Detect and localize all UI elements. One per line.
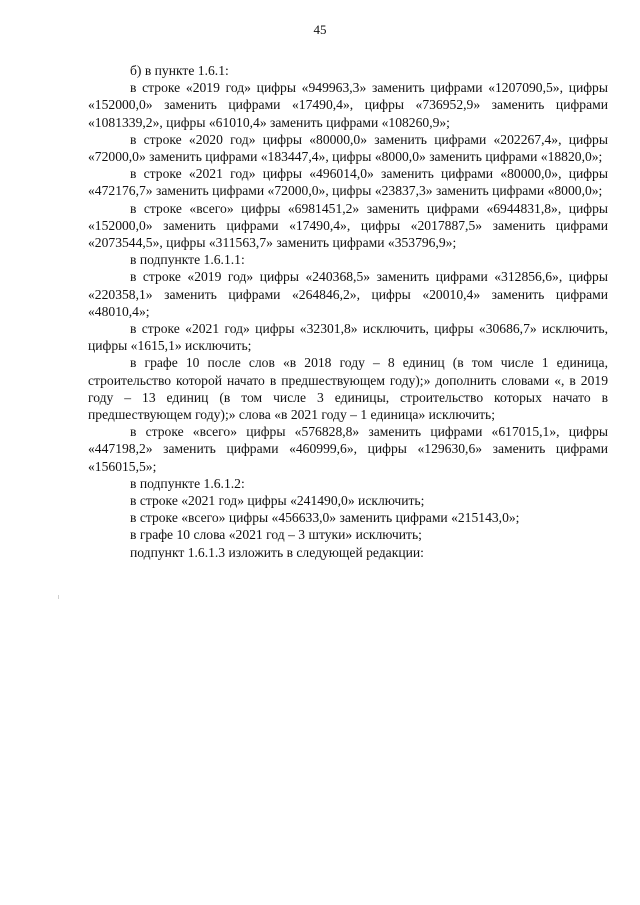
document-body: [88, 62, 608, 561]
paragraph-subitem-1-6-1-1: в подпункте 1.6.1.1:: [130, 252, 245, 268]
paragraph-subitem-1-6-1-3: подпункт 1.6.1.3 изложить в следующей редакции:: [130, 544, 424, 560]
paragraph-subitem-1-6-1-2: в подпункте 1.6.1.2:: [130, 475, 245, 491]
paragraph-subitem-2-2021: в строке «2021 год» цифры «241490,0» исключить;: [130, 493, 425, 509]
paragraph-intro: б) в пункте 1.6.1:: [130, 63, 229, 78]
paragraph-total: в строке «всего» цифры «6981451,2» заменить цифрами «6944831,8», цифры «152000,0» заменить цифрами «17490,4», цифры «2017887,5» заменить цифрами «2073544,5», цифры «311563,7» заменить цифрами «353796,9»;: [88, 200, 608, 251]
paragraph-subitem-2-column-10: в графе 10 слова «2021 год – 3 штуки» исключить;: [130, 527, 422, 543]
paragraph-2021: в строке «2021 год» цифры «496014,0» заменить цифрами «80000,0», цифры «472176,7» заменить цифрами «72000,0», цифры «23837,3» заменить цифрами «8000,0»;: [88, 166, 608, 199]
paragraph-subitem-2019: в строке «2019 год» цифры «240368,5» заменить цифрами «312856,6», цифры «220358,1» заменить цифрами «264846,2», цифры «20010,4» заменить цифрами «48010,4»;: [88, 269, 608, 319]
paragraph-subitem-2-total: в строке «всего» цифры «456633,0» заменить цифрами «215143,0»;: [130, 510, 520, 526]
paragraph-subitem-total: в строке «всего» цифры «576828,8» заменить цифрами «617015,1», цифры «447198,2» заменить цифрами «460999,6», цифры «129630,6» заменить цифрами «156015,5»;: [88, 424, 608, 474]
paragraph-2019: в строке «2019 год» цифры «949963,3» заменить цифрами «1207090,5», цифры «152000,0» заменить цифрами «17490,4», цифры «736952,9» заменить цифрами «1081339,2», цифры «61010,4» заменить цифрами «108260,9»;: [88, 80, 608, 130]
paragraph-2020: в строке «2020 год» цифры «80000,0» заменить цифрами «202267,4», цифры «72000,0» заменить цифрами «183447,4», цифры «8000,0» заменить цифрами «18820,0»;: [88, 131, 608, 165]
page-number: 45: [313, 22, 327, 37]
paragraph-subitem-2021: в строке «2021 год» цифры «32301,8» исключить, цифры «30686,7» исключить, цифры «1615,1» исключить;: [88, 321, 608, 354]
paragraph-column-10: в графе 10 после слов «в 2018 году – 8 единиц (в том числе 1 единица, строительство которой начато в предшествующем году);» дополнить словами «, в 2019 году – 13 единиц (в том числе 3 единицы, строительство которых начато в предшествующем году);» слова «в 2021 году – 1 единица» исключить;: [88, 355, 608, 423]
scan-mark: [58, 595, 59, 599]
